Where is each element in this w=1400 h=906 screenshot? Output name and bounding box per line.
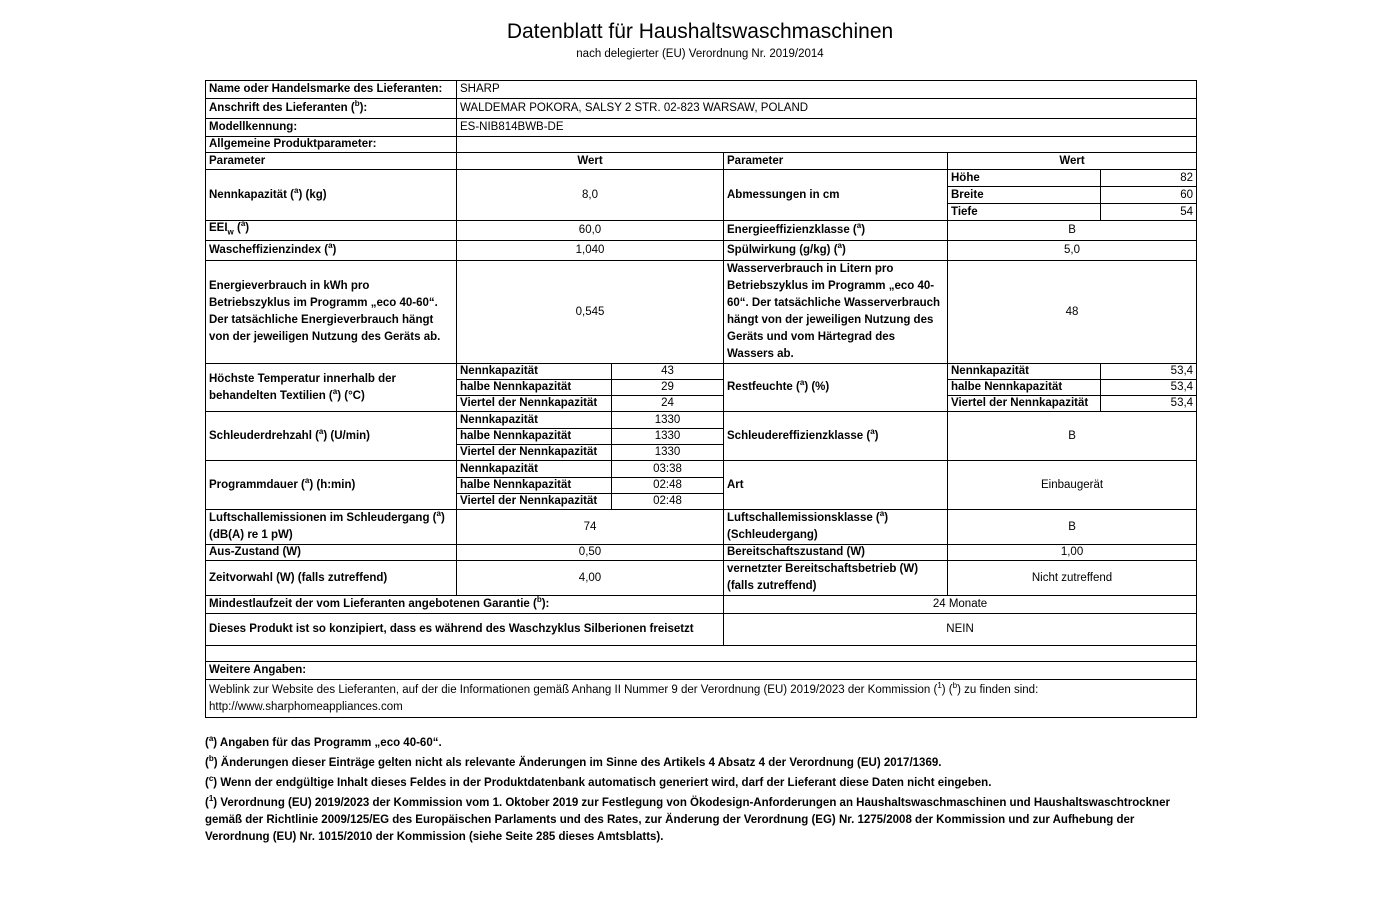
delay-start-label: Zeitvorwahl (W) (falls zutreffend) [206, 561, 457, 596]
col-header-param-right: Parameter [724, 153, 948, 170]
row-supplier-name [206, 81, 1197, 99]
footnote-c: ($^c$) Wenn der endgültige Inhalt dieses Feldes in der Produktdatenbank automatisch generiert wird, darf der Lieferant diese Daten nicht eingeben. [205, 774, 992, 789]
width-label: Breite [948, 187, 1101, 204]
eei-label: $EEI_w$ ($^a$) [206, 221, 457, 241]
temp-quarter-value: 24 [612, 396, 724, 412]
row-column-headers [206, 153, 1197, 170]
supplier-address-value: WALDEMAR POKORA, SALSY 2 STR. 02-823 WARSAW, POLAND [457, 99, 1197, 119]
row-spacer [206, 646, 1197, 662]
width-value: 60 [1101, 187, 1197, 204]
page-subtitle: nach delegierter (EU) Verordnung Nr. 2019/2014 [576, 48, 824, 60]
row-off-mode [206, 545, 1197, 561]
row-weblink [206, 680, 1197, 718]
wash-index-label: Wascheffizienzindex ($^a$) [206, 241, 457, 261]
capacity-label: Nennkapazität ($^a$) (kg) [206, 170, 457, 221]
general-params-empty [457, 137, 1197, 153]
energy-consumption-value: 0,545 [457, 261, 724, 364]
height-value: 82 [1101, 170, 1197, 187]
page-title: Datenblatt für Haushaltswaschmaschinen [506, 20, 894, 43]
supplier-name-value: SHARP [457, 81, 1197, 99]
delay-start-value: 4,00 [457, 561, 724, 596]
warranty-value: 24 Monate [724, 596, 1197, 614]
rinse-label: Spülwirkung (g/kg) ($^a$) [724, 241, 948, 261]
noise-class-value: B [948, 510, 1197, 545]
standby-label: Bereitschaftszustand (W) [724, 545, 948, 561]
depth-value: 54 [1101, 204, 1197, 221]
row-warranty [206, 596, 1197, 614]
moisture-label: Restfeuchte ($^a$) (%) [724, 364, 948, 412]
spin-half-label: halbe Nennkapazität [457, 429, 612, 445]
spacer-cell [206, 646, 1197, 662]
row-model [206, 119, 1197, 137]
noise-value: 74 [457, 510, 724, 545]
warranty-label: Mindestlaufzeit der vom Lieferanten angebotenen Garantie ($^b$): [206, 596, 724, 614]
dimensions-label: Abmessungen in cm [724, 170, 948, 221]
spin-half-value: 1330 [612, 429, 724, 445]
general-params-label: Allgemeine Produktparameter: [206, 137, 457, 153]
type-label: Art [724, 461, 948, 510]
spin-class-label: Schleudereffizienzklasse ($^a$) [724, 412, 948, 461]
row-silver-ions [206, 614, 1197, 646]
moist-quarter-value: 53,4 [1101, 396, 1197, 412]
model-value: ES-NIB814BWB-DE [457, 119, 1197, 137]
weblink-url[interactable]: http://www.sharphomeappliances.com [209, 700, 403, 713]
water-consumption-value: 48 [948, 261, 1197, 364]
rinse-value: 5,0 [948, 241, 1197, 261]
height-label: Höhe [948, 170, 1101, 187]
datasheet-table [205, 80, 1197, 718]
spin-label: Schleuderdrehzahl ($^a$) (U/min) [206, 412, 457, 461]
row-noise [206, 510, 1197, 545]
energy-class-value: B [948, 221, 1197, 241]
wash-index-value: 1,040 [457, 241, 724, 261]
moist-full-label: Nennkapazität [948, 364, 1101, 380]
temp-quarter-label: Viertel der Nennkapazität [457, 396, 612, 412]
type-value: Einbaugerät [948, 461, 1197, 510]
silver-ions-value: NEIN [724, 614, 1197, 646]
off-mode-label: Aus-Zustand (W) [206, 545, 457, 561]
depth-label: Tiefe [948, 204, 1101, 221]
eei-value: 60,0 [457, 221, 724, 241]
water-consumption-label: Wasserverbrauch in Litern pro Betriebszyklus im Programm „eco 40-60“. Der tatsächliche Wasserverbrauch hängt von der jeweiligen Nutzung des Geräts und vom Härtegrad des Wassers ab. [724, 261, 948, 364]
network-standby-value: Nicht zutreffend [948, 561, 1197, 596]
row-general-params [206, 137, 1197, 153]
spin-full-label: Nennkapazität [457, 412, 612, 429]
col-header-param-left: Parameter [206, 153, 457, 170]
weblink-text: Weblink zur Website des Lieferanten, auf der die Informationen gemäß Anhang II Nummer 9 der Verordnung (EU) 2019/2023 der Kommission [209, 683, 931, 696]
off-mode-value: 0,50 [457, 545, 724, 561]
capacity-value: 8,0 [457, 170, 724, 221]
col-header-value-right: Wert [948, 153, 1197, 170]
row-temp-full [206, 364, 1197, 380]
row-consumption [206, 261, 1197, 364]
row-delay-start [206, 561, 1197, 596]
temp-full-value: 43 [612, 364, 724, 380]
spin-full-value: 1330 [612, 412, 724, 429]
noise-class-label: Luftschallemissionsklasse ($^a$) (Schleudergang) [724, 510, 948, 545]
temp-half-value: 29 [612, 380, 724, 396]
dur-half-label: halbe Nennkapazität [457, 478, 612, 494]
standby-value: 1,00 [948, 545, 1197, 561]
row-more-info [206, 662, 1197, 680]
moist-full-value: 53,4 [1101, 364, 1197, 380]
row-supplier-address [206, 99, 1197, 119]
row-capacity-height [206, 170, 1197, 187]
weblink-cell: Weblink zur Website des Lieferanten, auf der die Informationen gemäß Anhang II Nummer 9 der Verordnung (EU) 2019/2023 der Kommission ($^1$) ($^b$) zu finden sind: http://www.sharphomeappliances.com [206, 680, 1197, 718]
row-wash-index [206, 241, 1197, 261]
dur-full-label: Nennkapazität [457, 461, 612, 478]
dur-full-value: 03:38 [612, 461, 724, 478]
temp-half-label: halbe Nennkapazität [457, 380, 612, 396]
more-info-label: Weitere Angaben: [206, 662, 1197, 680]
col-header-value-left: Wert [457, 153, 724, 170]
spin-class-value: B [948, 412, 1197, 461]
spin-quarter-value: 1330 [612, 445, 724, 461]
spin-quarter-label: Viertel der Nennkapazität [457, 445, 612, 461]
supplier-name-label: Name oder Handelsmarke des Lieferanten: [206, 81, 457, 99]
moist-quarter-label: Viertel der Nennkapazität [948, 396, 1101, 412]
moist-half-value: 53,4 [1101, 380, 1197, 396]
footnote-a: ($^a$) Angaben für das Programm „eco 40-60“. [205, 734, 442, 749]
moist-half-label: halbe Nennkapazität [948, 380, 1101, 396]
duration-label: Programmdauer ($^a$) (h:min) [206, 461, 457, 510]
energy-class-label: Energieeffizienzklasse ($^a$) [724, 221, 948, 241]
network-standby-label: vernetzter Bereitschaftsbetrieb (W) (falls zutreffend) [724, 561, 948, 596]
footnote-1: ($^1$) Verordnung (EU) 2019/2023 der Kommission vom 1. Oktober 2019 zur Festlegung von Ökodesign-Anforderungen an Haushaltswaschmaschinen und Haushaltswaschtrockner gemäß der Richtlinie 2009/125/EG des Europäischen Parlaments und des Rates, zur Änderung der Verordnung (EG) Nr. 1275/2008 der Kommission und zur Aufhebung der Verordnung (EU) Nr. 1015/2010 der Kommission (siehe Seite 285 dieses Amtsblatts). [205, 794, 1170, 843]
dur-quarter-value: 02:48 [612, 494, 724, 510]
supplier-address-label: Anschrift des Lieferanten ($^b$): [206, 99, 457, 119]
row-spin-full [206, 412, 1197, 429]
footnotes [205, 735, 1196, 849]
silver-ions-label: Dieses Produkt ist so konzipiert, dass es während des Waschzyklus Silberionen freisetzt [206, 614, 724, 646]
dur-half-value: 02:48 [612, 478, 724, 494]
footnote-b: ($^b$) Änderungen dieser Einträge gelten nicht als relevante Änderungen im Sinne des Artikels 4 Absatz 4 der Verordnung (EU) 2017/1369. [205, 754, 942, 769]
model-label: Modellkennung: [206, 119, 457, 137]
energy-consumption-label: Energieverbrauch in kWh pro Betriebszyklus im Programm „eco 40-60“. Der tatsächliche Energieverbrauch hängt von der jeweiligen Nutzung des Geräts ab. [206, 261, 457, 364]
noise-label: Luftschallemissionen im Schleudergang ($^a$) (dB(A) re 1 pW) [206, 510, 457, 545]
temperature-label: Höchste Temperatur innerhalb der behandelten Textilien ($^a$) (°C) [206, 364, 457, 412]
temp-full-label: Nennkapazität [457, 364, 612, 380]
row-duration-full [206, 461, 1197, 478]
row-eei [206, 221, 1197, 241]
dur-quarter-label: Viertel der Nennkapazität [457, 494, 612, 510]
